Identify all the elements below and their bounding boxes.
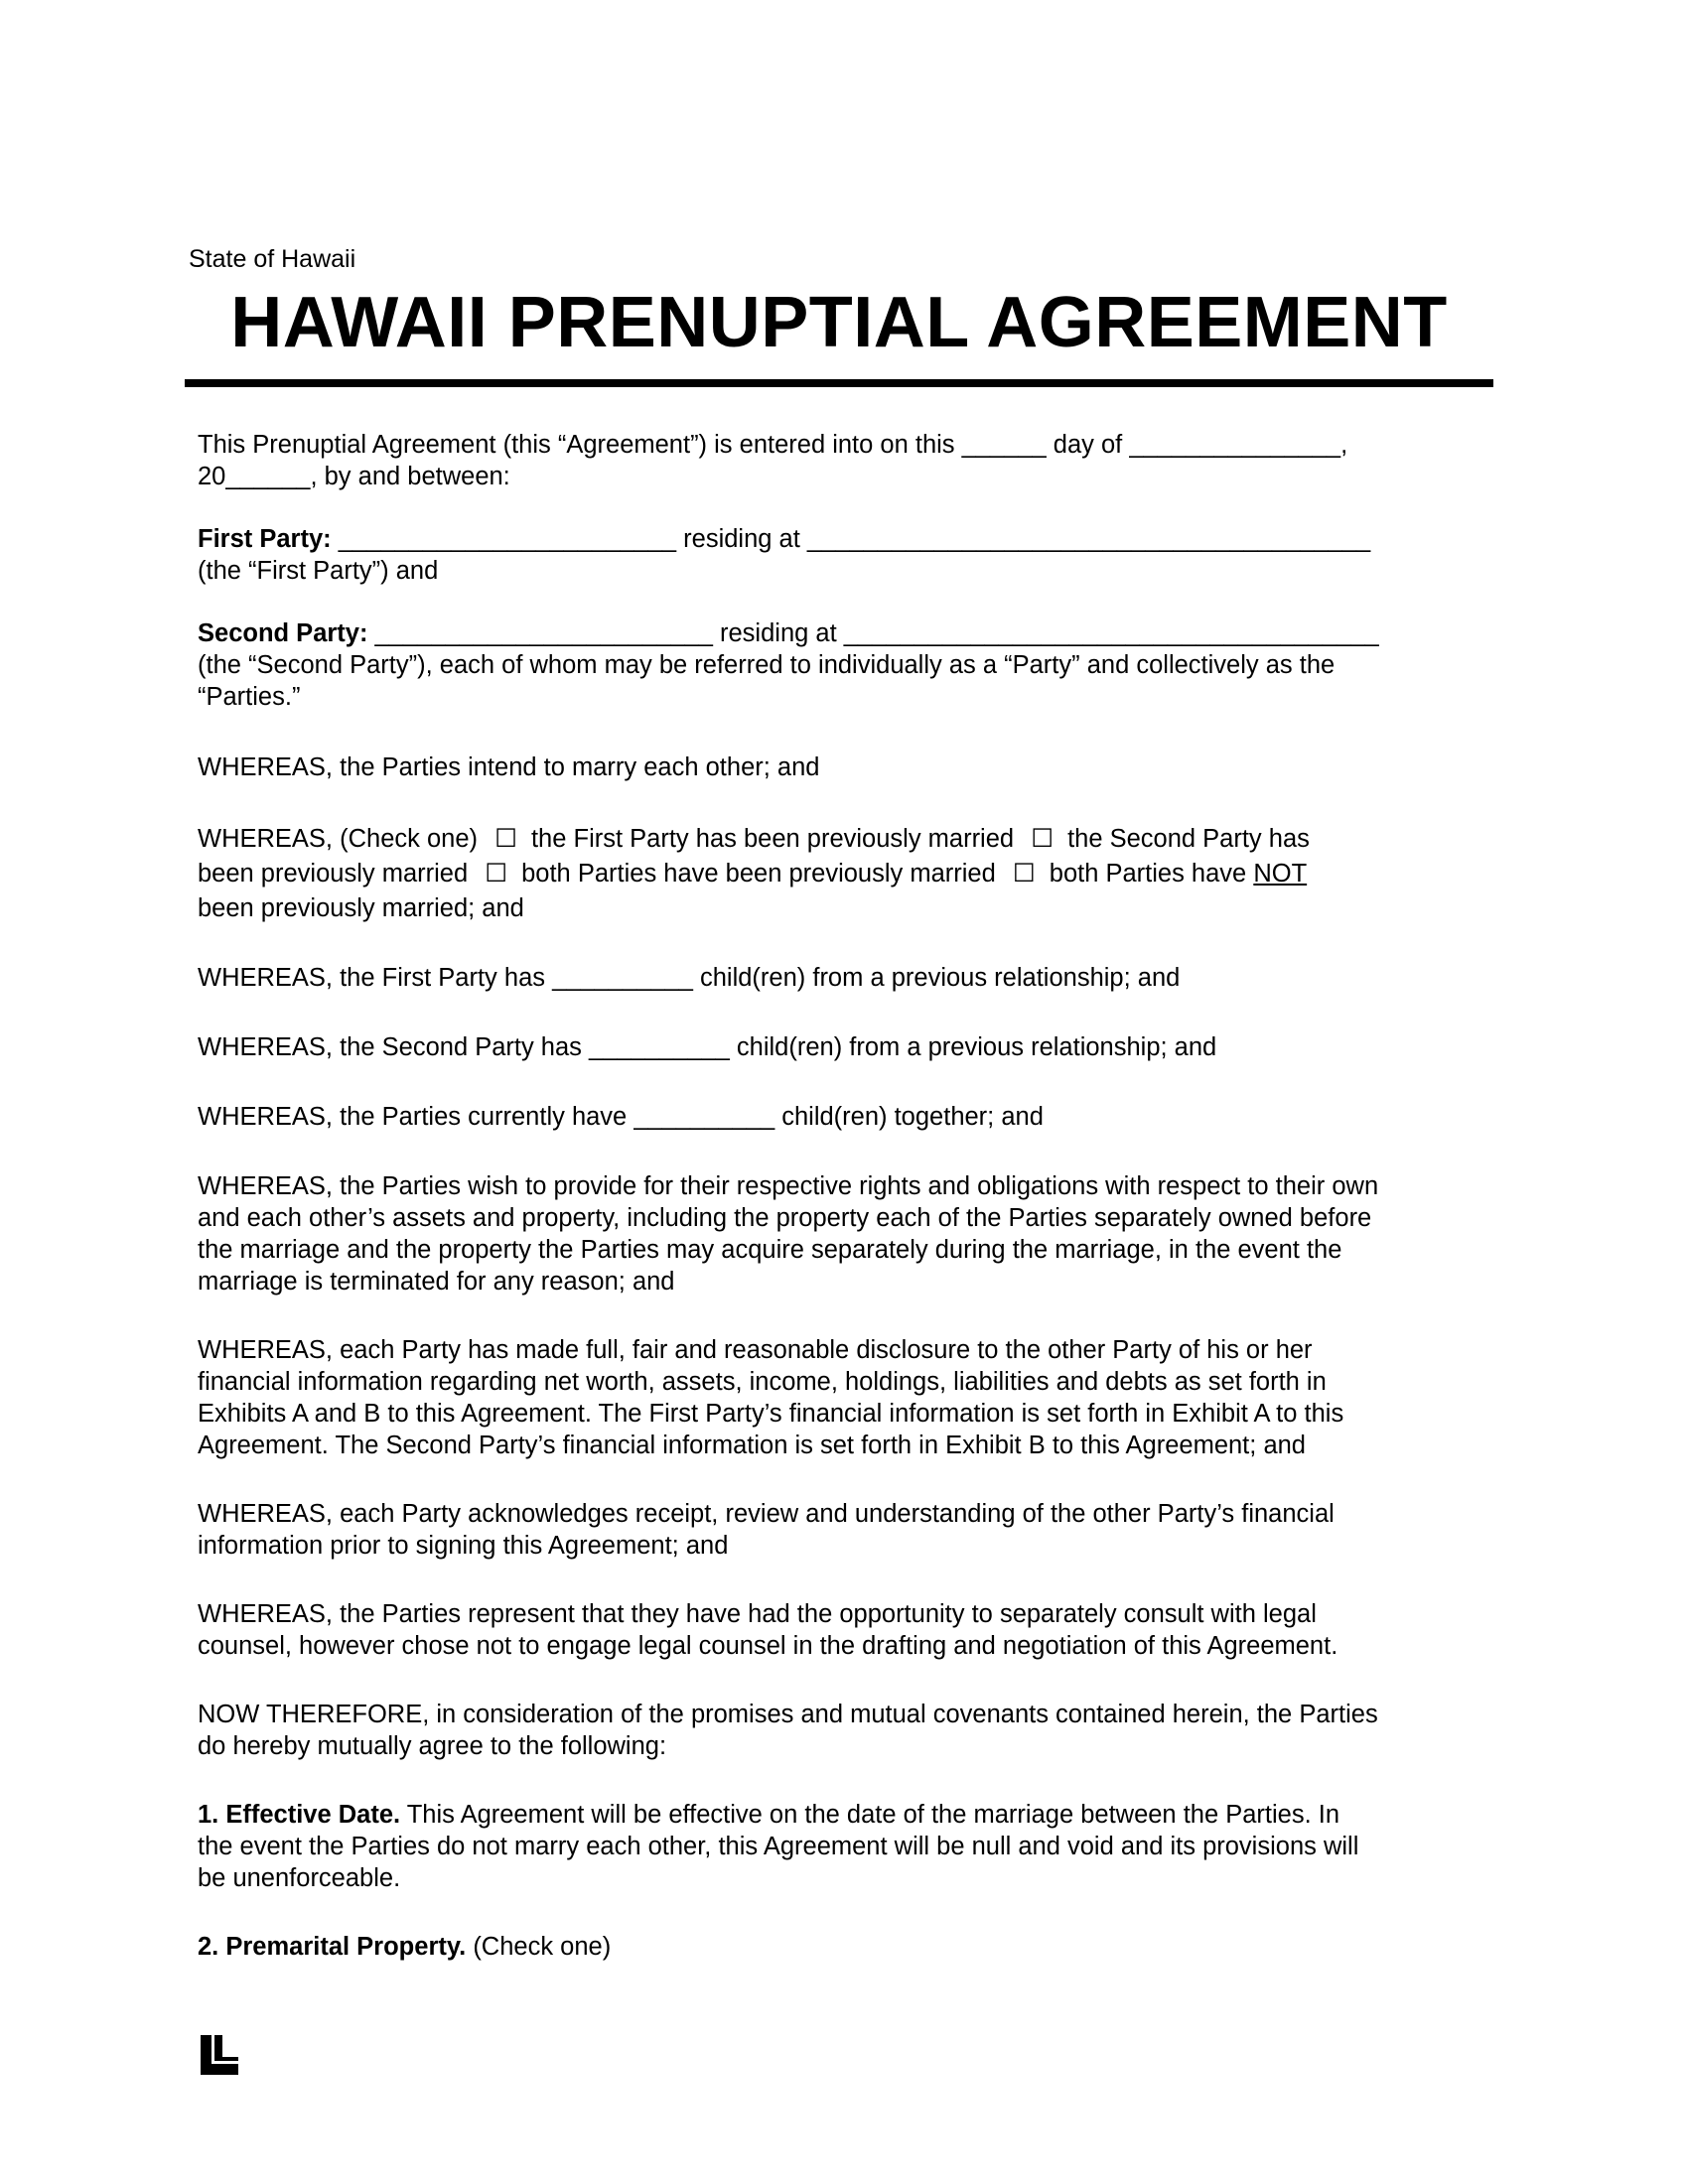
intro-line-2: 20______, by and between:	[198, 463, 510, 490]
whereas-acknowledges-receipt: WHEREAS, each Party acknowledges receipt, review and understanding of the other Party’s financial information prior to signing this Agreement; and	[198, 1500, 1335, 1560]
first-party-paragraph	[198, 523, 1488, 587]
intro-line-1: This Prenuptial Agreement (this “Agreement”) is entered into on this ______ day of _______________,	[198, 431, 1348, 459]
intro-paragraph	[198, 429, 1488, 492]
agreement-body	[198, 429, 1488, 1963]
section-effective-date: 1. Effective Date. This Agreement will be effective on the date of the marriage between the Parties. In the event the Parties do not marry each other, this Agreement will be null and void and its provisions will be unenforceable.	[198, 1801, 1359, 1892]
document-title: HAWAII PRENUPTIAL AGREEMENT	[230, 283, 1448, 362]
whereas-second-party-children: WHEREAS, the Second Party has __________ child(ren) from a previous relationship; and	[198, 1033, 1217, 1061]
section-2-heading: 2. Premarital Property.	[198, 1933, 467, 1961]
second-party-blanks: ________________________ residing at ______________________________________	[367, 619, 1379, 647]
whereas-legal-counsel: WHEREAS, the Parties represent that they have had the opportunity to separately consult with legal counsel, however chose not to engage legal counsel in the drafting and negotiation of this Agreement.	[198, 1600, 1338, 1660]
whereas-marry: WHEREAS, the Parties intend to marry each other; and	[198, 753, 820, 781]
second-party-paragraph	[198, 617, 1488, 713]
whereas-previously-married: WHEREAS, (Check one) ☐ the First Party has been previously married ☐ the Second Party has been previously married ☐ both Parties have been previously married ☐ both Parties have NOT been previously married; and	[198, 822, 1488, 926]
second-party-label: Second Party:	[198, 619, 368, 647]
section-1-heading: 1. Effective Date.	[198, 1801, 401, 1829]
option-both-married: both Parties have been previously married	[521, 860, 996, 887]
legal-document-logo-icon	[201, 2035, 238, 2075]
whereas-first-party-children: WHEREAS, the First Party has __________ child(ren) from a previous relationship; and	[198, 964, 1181, 992]
parties-definition: “Parties.”	[198, 683, 301, 711]
whereas-joint-children: WHEREAS, the Parties currently have __________ child(ren) together; and	[198, 1103, 1044, 1131]
title-rule	[185, 379, 1493, 387]
checkbox-second-party-married[interactable]: ☐	[1031, 825, 1055, 853]
not-emphasis: NOT	[1253, 860, 1308, 887]
whereas-rights-obligations: WHEREAS, the Parties wish to provide for their respective rights and obligations with respect to their own and each other’s assets and property, including the property each of the Parties separately owned before the marriage and the property the Parties may acquire separately during the marriage, in the event the marriage is terminated for any reason; and	[198, 1172, 1379, 1296]
first-party-definition: (the “First Party”) and	[198, 557, 439, 585]
section-premarital-property: 2. Premarital Property. (Check one)	[198, 1933, 612, 1961]
first-party-label: First Party:	[198, 525, 332, 553]
second-party-definition: (the “Second Party”), each of whom may be referred to individually as a “Party” and collectively as the	[198, 651, 1336, 679]
first-party-blanks: ________________________ residing at ________________________________________	[331, 525, 1371, 553]
whereas-financial-disclosure: WHEREAS, each Party has made full, fair and reasonable disclosure to the other Party of his or her financial information regarding net worth, assets, income, holdings, liabilities and debts as set forth in Exhibits A and B to this Agreement. The First Party’s financial information is set forth in Exhibit A to this Agreement. The Second Party’s financial information is set forth in Exhibit B to this Agreement; and	[198, 1336, 1344, 1459]
checkbox-both-married[interactable]: ☐	[485, 860, 508, 887]
state-label: State of Hawaii	[189, 245, 356, 273]
option-first-party-married: the First Party has been previously married	[530, 825, 1015, 853]
now-therefore-clause: NOW THEREFORE, in consideration of the promises and mutual covenants contained herein, the Parties do hereby mutually agree to the following:	[198, 1701, 1378, 1760]
checkbox-neither-married[interactable]: ☐	[1012, 860, 1036, 887]
checkbox-first-party-married[interactable]: ☐	[494, 825, 517, 853]
